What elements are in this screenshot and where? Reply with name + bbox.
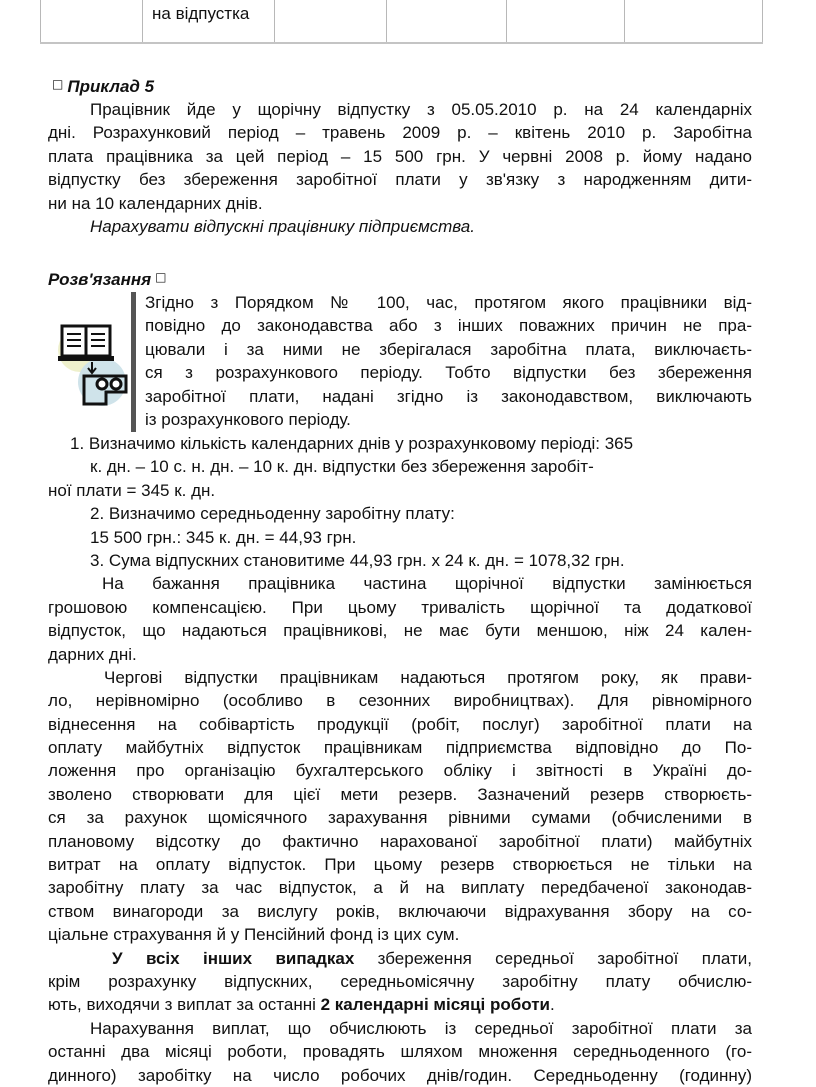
missing-glyph-icon: □: [52, 77, 64, 91]
text-line: Згідно з Порядком № 100, час, протягом якого працівники від-: [145, 293, 752, 312]
table-border: [40, 0, 41, 43]
missing-glyph-icon: □: [155, 270, 167, 284]
text-line: ло, нерівномірно (особливо в сезонних виробництвах). Для рівномірного: [48, 691, 752, 711]
text-line: грошовою компенсацією. При цьому тривалість щорічної та додаткової: [48, 597, 752, 617]
bold-text: 2 календарні місяці роботи: [320, 995, 550, 1015]
solution-title: Розв'язання: [48, 270, 152, 289]
note-sidebar-rule: [131, 292, 136, 432]
text-line: оплату майбутніх відпусток працівникам підприємства відповідно до По-: [48, 738, 752, 758]
text-line: ся за рахунок щомісячного зарахування рівними сумами (обчисленими в: [48, 808, 752, 828]
text-line: 3. Сума відпускних становитиме 44,93 грн. х 24 к. дн. = 1078,32 грн.: [90, 550, 625, 570]
text-line: 15 500 грн.: 345 к. дн. = 44,93 грн.: [90, 527, 357, 547]
text-line: Чергові відпустки працівникам надаються протягом року, як прави-: [104, 667, 752, 687]
text-segment: .: [549, 995, 555, 1015]
text-segment: ють, виходячи з виплат за останні: [48, 995, 321, 1015]
bold-text: У всіх інших випадках: [112, 948, 355, 968]
text-line: повідно до законодавства або з інших поважних причин не пра-: [145, 316, 752, 336]
text-line: На бажання працівника частина щорічної відпустки замінюється: [102, 574, 752, 594]
text-line: із розрахункового періоду.: [145, 409, 351, 429]
table-border: [40, 42, 763, 44]
table-border: [506, 0, 507, 43]
text-line: ством винагороди за вислугу років, включаючи відрахування збору на со-: [48, 901, 752, 921]
text-line: відпусток, що надаються працівникові, не має бути меншою, ніж 24 кален-: [48, 621, 752, 641]
example-paragraph: [48, 98, 752, 238]
text-line: ложення про організацію бухгалтерського обліку і звітності в Україні до-: [48, 761, 752, 781]
text-line: [48, 993, 752, 1016]
text-line: цювали і за ними не зберігалася заробітна плата, виключаєть-: [145, 339, 752, 359]
table-border: [386, 0, 387, 43]
table-border: [624, 0, 625, 43]
text-line: к. дн. – 10 с. н. дн. – 10 к. дн. відпустки без збереження заробіт-: [90, 457, 594, 477]
example-heading: [48, 73, 154, 98]
text-line: [48, 947, 752, 970]
text-line: заробітну плату за час відпусток, а й на виплату передбаченої законодав-: [48, 878, 752, 898]
document-body: [48, 432, 752, 1087]
text-line: ної плати = 345 к. дн.: [48, 480, 216, 500]
text-line: останні два місяці роботи, провадять шляхом множення середньоденного (го-: [48, 1042, 752, 1062]
text-line: плата працівника за цей період – 15 500 грн. У червні 2008 р. йому надано: [48, 146, 752, 166]
task-statement: Нарахувати відпускні працівнику підприємства.: [90, 216, 475, 236]
text-line: заробітної плати, надані згідно із законодавством, виключають: [145, 386, 752, 406]
text-line: ни на 10 календарних днів.: [48, 193, 263, 213]
text-line: 2. Визначимо середньоденну заробітну плату:: [90, 504, 455, 524]
text-line: дарних дні.: [48, 644, 137, 664]
text-line: ціальне страхування й у Пенсійний фонд із цих сум.: [48, 925, 460, 945]
text-line: відпустку без збереження заробітної плати у зв'язку з народженням дити-: [48, 170, 752, 190]
text-line: віднесення на собівартість продукції (робіт, послуг) заробітної плати на: [48, 714, 752, 734]
book-reader-icon: [52, 312, 134, 410]
table-cell: на відпустка: [152, 4, 250, 23]
table-border: [142, 0, 143, 43]
text-line: ся з розрахункового періоду. Тобто відпустки без збереження: [145, 363, 752, 383]
table-fragment: [0, 0, 816, 44]
text-line: дні. Розрахунковий період – травень 2009 р. – квітень 2010 р. Заробітна: [48, 123, 752, 143]
text-line: крім розрахунку відпускних, середньомісячну заробітну плату обчислю-: [48, 971, 752, 991]
text-segment: збереження середньої заробітної плати,: [354, 948, 752, 968]
text-line: динного) заробітку на число робочих днів/годин. Середньоденну (годинну): [48, 1065, 752, 1085]
text-line: 1. Визначимо кількість календарних днів у розрахунковому періоді: 365: [70, 434, 634, 453]
text-line: Нарахування виплат, що обчислюють із середньої заробітної плати за: [90, 1018, 752, 1038]
solution-note: [145, 291, 752, 431]
table-border: [274, 0, 275, 43]
solution-heading: [48, 266, 171, 291]
example-title: Приклад 5: [67, 77, 155, 96]
text-line: витрат на оплату відпусток. При цьому резерв створюється не тільки на: [48, 855, 752, 875]
table-border: [762, 0, 763, 43]
text-line: зволено створювати для цієї мети резерв. Зазначений резерв створюєть-: [48, 784, 752, 804]
text-line: Працівник йде у щорічну відпустку з 05.05.2010 р. на 24 календарніх: [90, 100, 752, 119]
text-line: плановому відсотку до фактично нарахованої заробітної плати) майбутніх: [48, 831, 752, 851]
